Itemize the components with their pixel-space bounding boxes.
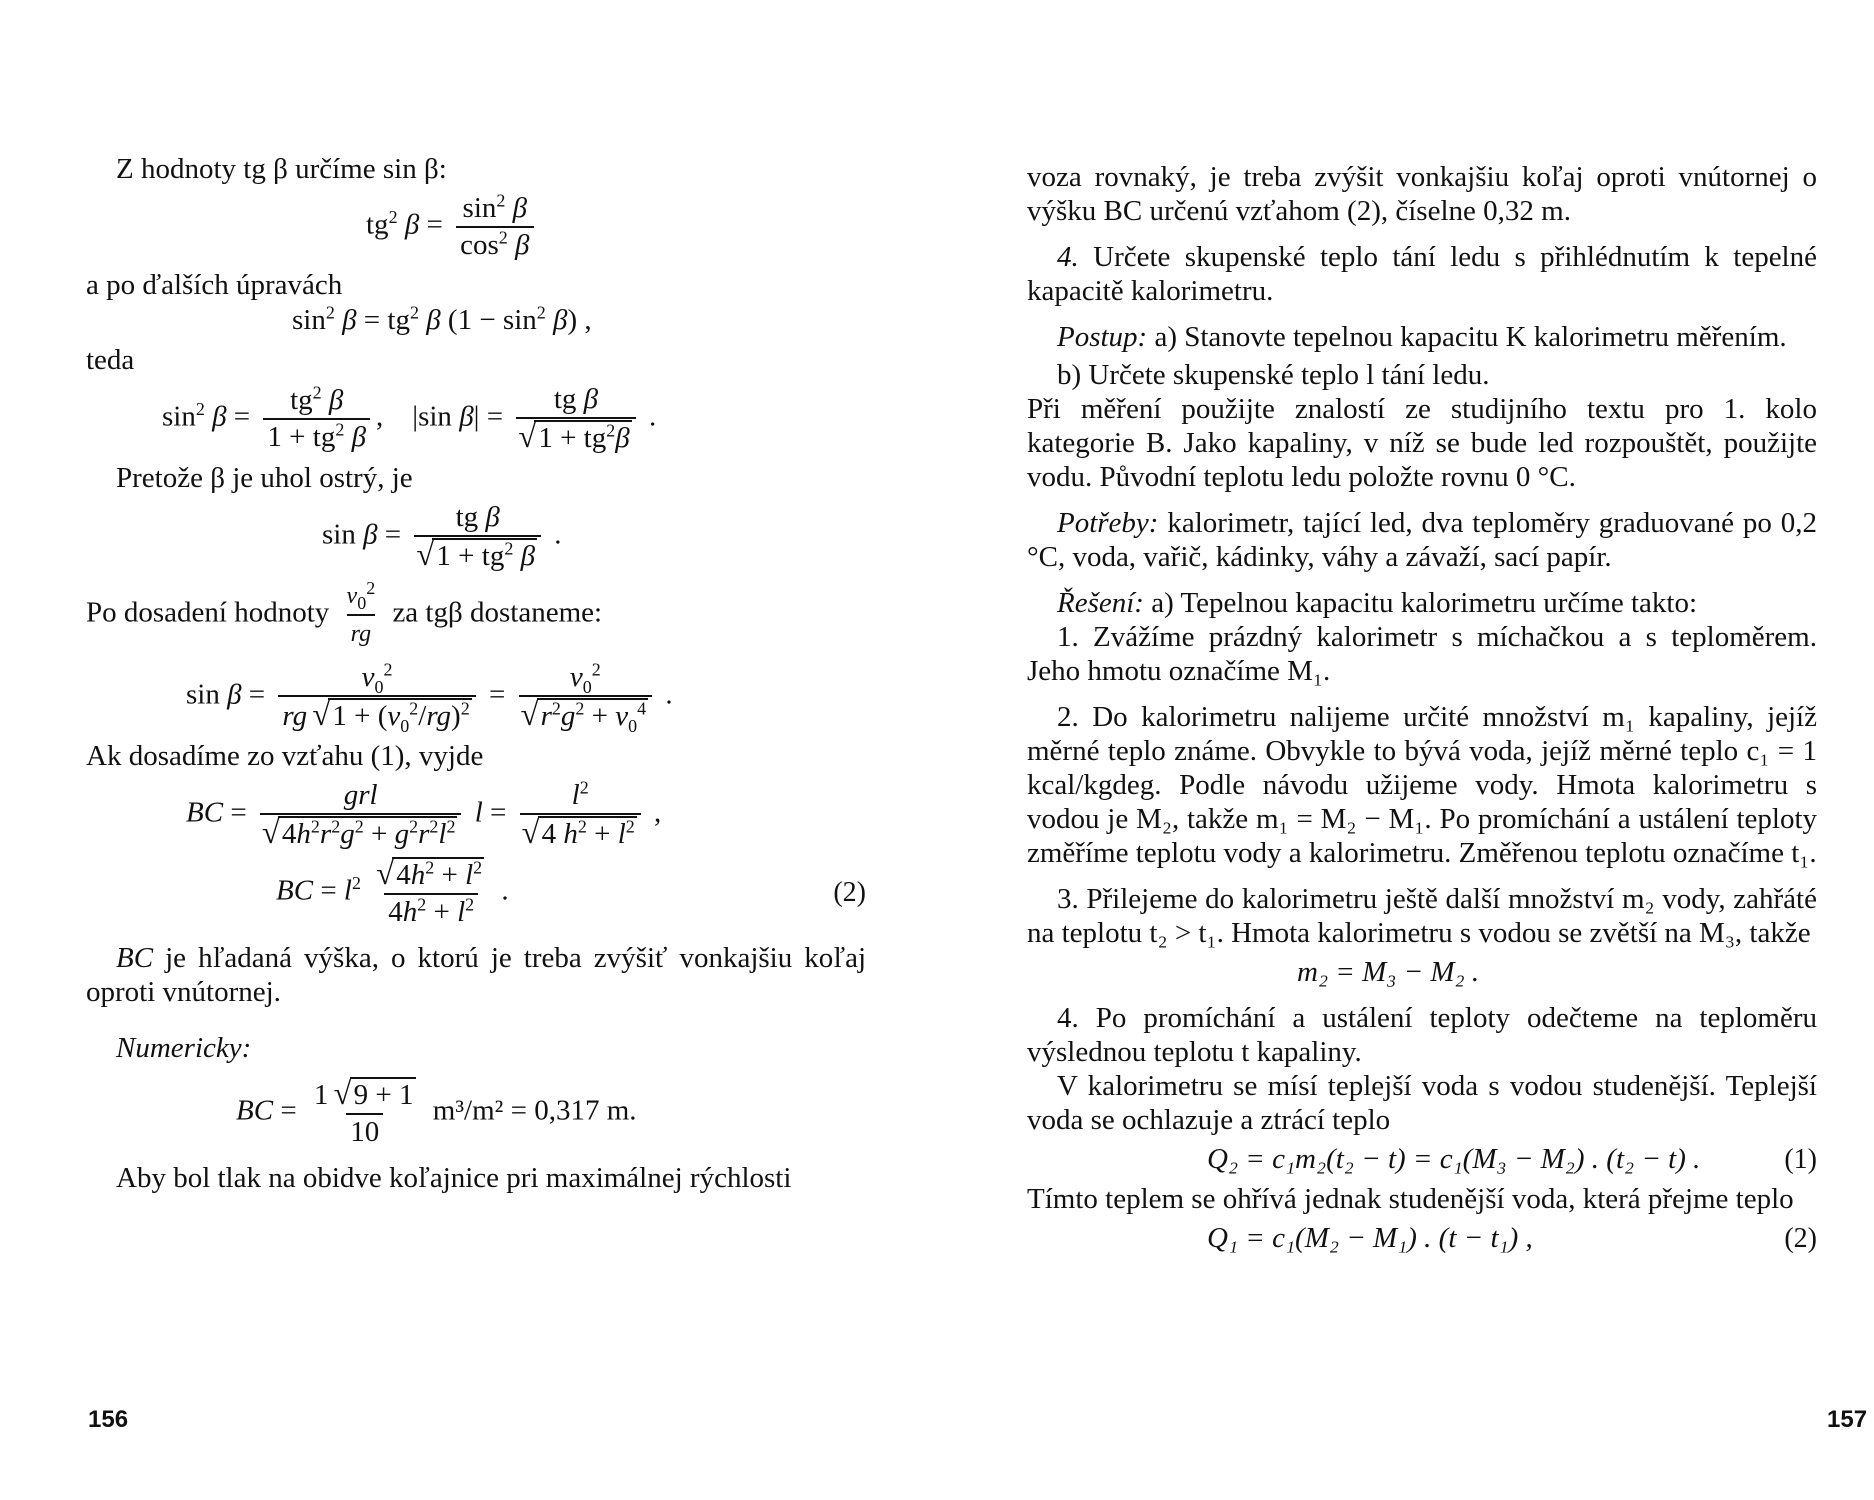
- ak-paragraph: Ak dosadíme zo vzťahu (1), vyjde: [86, 740, 484, 772]
- equation-bc-2: BC = $l^2$ √ $\frac{4h^2 + l^2}{4h^2 + l^2}$ . (2): [276, 857, 866, 929]
- v-paragraph: V kalorimetru se mísí teplejší voda s vodou studenější. Teplejší voda se ochlazuje a ztrácí teplo: [1027, 1070, 1817, 1136]
- equation-q1: Q₁ = c₁(M₂ − M₁) . (t − t₁) ,: [1207, 1222, 1533, 1254]
- task-number: 4.: [1057, 241, 1079, 273]
- potreby-paragraph: [1027, 506, 1817, 574]
- right-text-column: [1027, 160, 1817, 1261]
- aby-paragraph: Aby bol tlak na obidve koľajnice pri maximálnej rýchlosti: [116, 1162, 792, 1194]
- page-number-left: 156: [88, 1406, 129, 1433]
- task-paragraph: [1027, 240, 1817, 308]
- equation-sin-beta: sin β = tg β √ $1 + tg^2$ β .: [322, 501, 866, 573]
- postup-label: Postup:: [1057, 321, 1148, 353]
- bc-text: je hľadaná výška, o ktorú je treba zvýšiť vonkajšiu koľaj oproti vnútornej.: [86, 942, 866, 1008]
- reseni-text: a) Tepelnou kapacitu kalorimetru určíme takto:: [1143, 587, 1698, 619]
- equation-sin-v0: sin β = $\frac{v_0^2}{rg √ 1 + (v_0^2/rg)^2}$ = $v_0^2$ √ $r^2g^2 + v_0^4$ .: [186, 661, 866, 733]
- step3-paragraph: 3. Přilejeme do kalorimetru ještě další množství m₂ vody, zahřáté na teplotu t₂ > t₁. Hmota kalorimetru s vodou se zvětší na M₃, takže: [1027, 883, 1817, 949]
- equation-numeric: BC = $\frac{1 √ 9 + 1}{10}$ m³/m² = 0,317 m.: [236, 1077, 866, 1149]
- task-text: Určete skupenské teplo tání ledu s přihlédnutím k tepelné kapacitě kalorimetru.: [1027, 241, 1817, 307]
- bc-paragraph: [86, 941, 866, 1009]
- equation-tg2: $tg^2$ β = $\frac{\sin^2 \beta}{\cos^2 \beta}$: [366, 192, 866, 262]
- pri-paragraph: Při měření použijte znalostí ze studijního textu pro 1. kolo kategorie B. Jako kapaliny, v níž se bude led rozpouštět, použijte vodu. Původní teplotu ledu položte rovnu 0 °C.: [1027, 393, 1817, 493]
- equation-sin-abs: $\sin^2 \beta$ = $\frac{tg^2 \beta}{1 + tg^2 \beta}$ , |sin β| = tg β √ $1 + tg^2\beta$ .: [162, 383, 866, 455]
- equation-bc-1: BC = grl √ $4h^2r^2g^2 + g^2r^2l^2$ l = $l^2$ √ 4 $h^2 + l^2$ ,: [186, 779, 866, 851]
- step1-paragraph: 1. Zvážíme prázdný kalorimetr s míchačkou a s teploměrem. Jeho hmotu označíme M₁.: [1027, 621, 1817, 687]
- equation-q1-number: (2): [1784, 1222, 1817, 1254]
- equation-sin2: $\sin^2 \beta = tg^2$ β $(1 - \sin^2 \beta)$ ,: [292, 302, 592, 336]
- reseni-label: Řešení:: [1057, 587, 1144, 619]
- equation-q1-row: [1207, 1222, 1817, 1255]
- equation-q2-row: [1207, 1143, 1817, 1176]
- dosadeni-text: Po dosadení hodnoty: [86, 596, 330, 629]
- upravy-paragraph: a po ďalších úpravách: [86, 269, 343, 301]
- equation-number: (2): [833, 877, 866, 908]
- continuation-paragraph: voza rovnaký, je treba zvýšit vonkajšiu koľaj oproti vnútornej o výšku BC určenú vzťahom (2), číselne 0,32 m.: [1027, 161, 1817, 227]
- numeric-result: m³/m² = 0,317 m.: [432, 1094, 637, 1127]
- page-number-right: 157: [1827, 1406, 1868, 1433]
- teda-paragraph: teda: [86, 344, 135, 376]
- potreby-label: Potřeby:: [1057, 507, 1159, 539]
- reseni-paragraph: [1027, 586, 1817, 620]
- postup-text: a) Stanovte tepelnou kapacitu K kalorimetru měřením.: [1147, 321, 1787, 353]
- dosadeni-tail: za tgβ dostaneme:: [392, 596, 603, 629]
- pretoze-paragraph: Pretože β je uhol ostrý, je: [116, 462, 413, 494]
- left-text-column: [86, 152, 866, 1195]
- equation-m2: m₂ = M₃ − M₂ .: [1297, 956, 1480, 988]
- b-paragraph: b) Určete skupenské teplo l tání ledu.: [1057, 359, 1490, 391]
- step4-paragraph: 4. Po promíchání a ustálení teploty odečteme na teploměru výslednou teplotu t kapaliny.: [1027, 1002, 1817, 1068]
- numericky-label: Numericky:: [116, 1032, 252, 1064]
- intro-paragraph: Z hodnoty tg β určíme sin β:: [116, 153, 447, 185]
- dosadeni-paragraph: Po dosadení hodnoty $\frac{v_0^2}{rg}$ za tgβ dostaneme:: [86, 579, 866, 651]
- potreby-text: kalorimetr, tající led, dva teploměry graduované po 0,2 °C, voda, vařič, kádinky, váhy a závaží, sací papír.: [1027, 507, 1817, 573]
- right-page: [937, 0, 1874, 1500]
- postup-paragraph: [1027, 320, 1817, 354]
- step2-paragraph: 2. Do kalorimetru nalijeme určité množství m₁ kapaliny, jejíž měrné teplo známe. Obvykle to bývá voda, jejíž měrné teplo c₁ = 1 kcal/kgdeg. Podle návodu užijeme vody. Hmota kalorimetru s vodou je M₂, takže m₁ = M₂ − M₁. Po promíchání a ustálení teploty změříme teplotu vody a kalorimetru. Změřenou teplotu označíme t₁.: [1027, 701, 1817, 869]
- bc-label: BC: [116, 942, 154, 974]
- timto-paragraph: Tímto teplem se ohřívá jednak studenější voda, která přejme teplo: [1027, 1183, 1794, 1215]
- equation-q2-number: (1): [1784, 1143, 1817, 1175]
- equation-q2: Q₂ = c₁m₂(t₂ − t) = c₁(M₃ − M₂) . (t₂ − t) .: [1207, 1143, 1701, 1175]
